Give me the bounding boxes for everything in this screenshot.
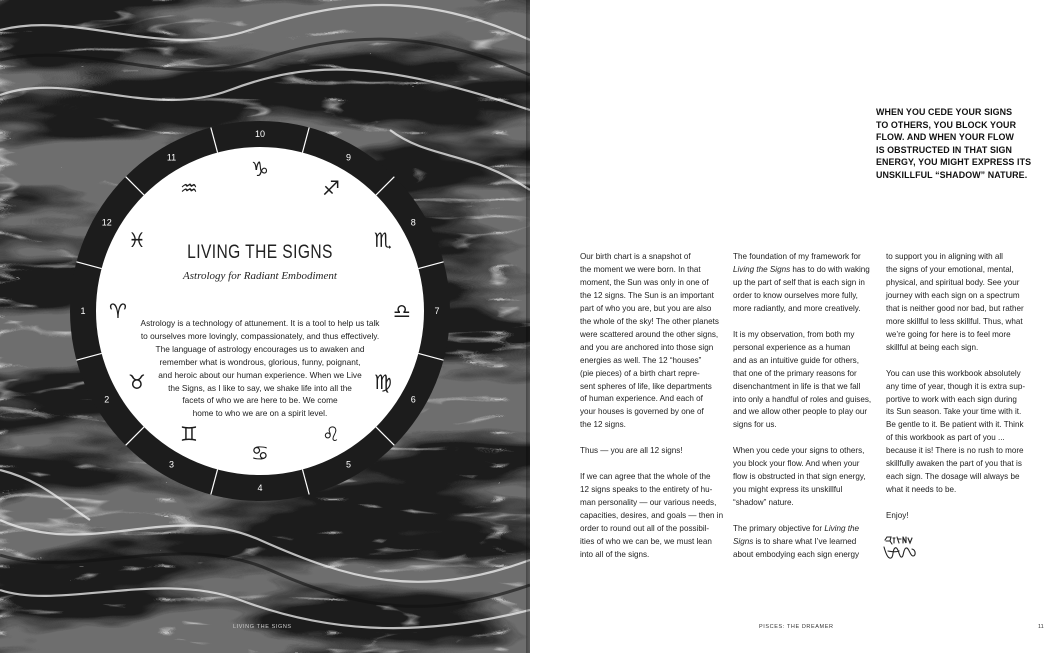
sagittarius-glyph-icon: ♐ (322, 176, 340, 201)
paragraph: If we can agree that the whole of the 12 signs speaks to the entirety of hu- man personality — our various needs, capacities, desires, and goals — then in order to round out all of the possibil- ities of who we can be, we must lean into all of the signs. (580, 472, 724, 560)
book-title-italic: Living the Signs (733, 524, 859, 547)
house-number-label: 8 (410, 217, 416, 228)
house-number-label: 7 (434, 306, 440, 316)
house-number-label: 10 (254, 129, 266, 139)
text-run: The foundation of my framework for (733, 252, 861, 261)
paragraph: Enjoy! (886, 511, 909, 521)
aquarius-glyph-icon: ♒ (180, 176, 198, 201)
left-page-footer: LIVING THE SIGNS (233, 624, 292, 630)
libra-glyph-icon: ♎ (393, 299, 411, 323)
house-number-label: 4 (257, 483, 263, 493)
paragraph (733, 523, 883, 562)
pisces-glyph-icon: ♓ (128, 228, 146, 252)
house-number-label: 9 (345, 152, 352, 163)
virgo-glyph-icon: ♍ (374, 370, 392, 394)
scorpio-glyph-icon: ♏ (374, 228, 392, 252)
text-column-3 (886, 251, 1036, 536)
capricorn-glyph-icon: ♑ (251, 157, 269, 181)
text-run: The primary objective for (733, 524, 825, 534)
paragraph: Our birth chart is a snapshot of the moment we were born. In that moment, the Sun was only in one of the 12 signs. The Sun is an important part of who you are, but you are also the whole of the sky! The other planets were scattered around the other signs, and you are anchored into those sign energies as well. The 12 “houses” (pie pieces) of a birth chart repre- sent spheres of life, like departments of human experience. And each of your houses is governed by one of the 12 signs. (580, 252, 719, 430)
pull-quote: WHEN YOU CEDE YOUR SIGNS TO OTHERS, YOU BLOCK YOUR FLOW. AND WHEN YOUR FLOW IS OBSTRUCTED IN THAT SIGN ENERGY, YOU MIGHT EXPRESS ITS UNSKILLFUL “SHADOW” NATURE. (876, 107, 1032, 180)
house-number-label: 5 (345, 459, 352, 470)
paragraph: It is my observation, from both my personal experience as a human and as an intuitive guide for others, that one of the primary reasons for disenchantment in life is that we fall into only a handful of roles and guises, and we allow other people to play our signs for us. (733, 329, 872, 430)
text-column-1 (580, 251, 730, 575)
house-number-label: 3 (168, 459, 175, 470)
paragraph (733, 251, 883, 316)
gemini-glyph-icon: ♊ (180, 421, 198, 446)
house-number-label: 2 (104, 394, 110, 405)
paragraph: When you cede your signs to others, you block your flow. And when your flow is obstructed in that sign energy, you might express its unskillful “shadow” nature. (733, 446, 866, 508)
text-column-2 (733, 251, 883, 575)
wheel-inner-disc (96, 147, 424, 475)
paragraph: You can use this workbook absolutely any time of year, though it is extra sup- portive to work with each sign during its Sun season. Take your time with it. Be gentle to it. Be patient with it. Think of this workbook as part of you ... because it is! There is no rush to more skillfully awaken the part of you that is each sign. The dosage will always be what it needs to be. (886, 368, 1026, 495)
paragraph: to support you in aligning with all the signs of your emotional, mental, physical, and spiritual body. See your journey with each sign on a spectrum that is neither good nor bad, but rather more skillful to less skillful. Thus, what we’re going for here is to feel more skillful at being each sign. (886, 252, 1024, 352)
house-number-label: 6 (410, 394, 416, 405)
author-signature (882, 534, 918, 562)
page-number: 11 (1038, 624, 1044, 630)
cancer-glyph-icon: ♋ (251, 441, 269, 465)
chart-subtitle: Astrology for Radiant Embodiment (183, 270, 337, 282)
chart-intro-text: Astrology is a technology of attunement. It is a tool to help us talk to ourselves more lovingly, compassionately, and thus effectively. The language of astrology encourages us to awaken and remember what is wondrous, glorious, funny, poignant, and heroic about our human experience. When we Live the Signs, as I like to say, we shake life into all the facets of who we are here to be. We come home to who we are on a spirit level. (140, 318, 380, 419)
text-run: is to share what I’ve learned about embodying each sign energy (733, 537, 859, 560)
book-title-italic: Living the Signs (733, 264, 791, 274)
taurus-glyph-icon: ♉ (128, 370, 146, 394)
house-number-label: 12 (101, 217, 112, 228)
paragraph: Thus — you are all 12 signs! (580, 446, 683, 456)
right-page-footer: PISCES: THE DREAMER (759, 624, 834, 630)
chart-title: LIVING THE SIGNS (187, 242, 333, 263)
house-number-label: 11 (166, 152, 177, 163)
house-number-label: 1 (80, 306, 86, 316)
aries-glyph-icon: ♈ (109, 299, 127, 323)
text-run: has to do with waking up the part of self that is each sign in order to know ourselves more fully, more radiantly, and more creatively. (733, 264, 870, 313)
leo-glyph-icon: ♌ (322, 421, 340, 446)
